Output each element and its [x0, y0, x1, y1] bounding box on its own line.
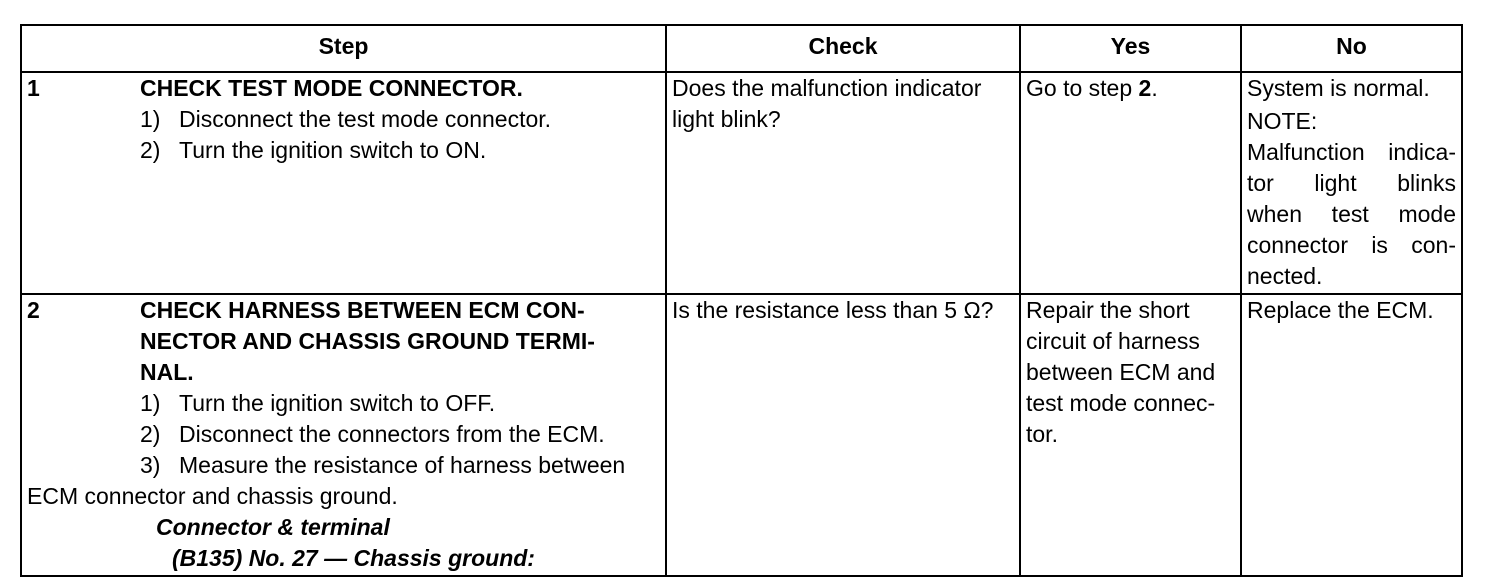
step-number: 1 [27, 75, 40, 101]
step-number: 2 [27, 297, 40, 323]
step-cell [21, 72, 666, 294]
yes-step-ref: 2 [1138, 75, 1152, 101]
instruction-text: Turn the ignition switch to ON. [179, 137, 487, 163]
instruction-item [140, 450, 660, 481]
note-label: NOTE: [1247, 108, 1318, 134]
yes-action [1026, 73, 1235, 104]
table-header-row [21, 25, 1462, 72]
instruction-text: Turn the ignition switch to OFF. [179, 390, 496, 416]
step-title-line: CHECK HARNESS BETWEEN ECM CON- [140, 297, 585, 323]
instruction-continuation: ECM connector and chassis ground. [27, 483, 398, 509]
instruction-number: 2) [140, 137, 161, 163]
connector-terminal-value: (B135) No. 27 — Chassis ground: [172, 545, 535, 571]
instruction-number: 2) [140, 421, 161, 447]
no-cell [1241, 72, 1462, 294]
instruction-item [140, 419, 660, 450]
no-cell [1241, 294, 1462, 576]
no-result: Replace the ECM. [1247, 297, 1434, 323]
header-yes: Yes [1020, 25, 1241, 72]
diagnostic-table [20, 24, 1463, 577]
yes-line: circuit of harness [1026, 328, 1200, 354]
instruction-item [140, 388, 660, 419]
instruction-number: 3) [140, 452, 161, 478]
step-title-line: NAL. [140, 359, 194, 385]
instruction-text: Disconnect the connectors from the ECM. [179, 421, 605, 447]
yes-line: test mode connec- [1026, 390, 1216, 416]
instruction-item [140, 104, 660, 135]
table-row [21, 294, 1462, 576]
note-line: tor light blinks [1247, 170, 1456, 196]
yes-cell [1020, 72, 1241, 294]
yes-line: Repair the short [1026, 297, 1190, 323]
check-cell [666, 72, 1020, 294]
connector-terminal-title: Connector & terminal [156, 514, 390, 540]
yes-line: tor. [1026, 421, 1058, 447]
header-check: Check [666, 25, 1020, 72]
no-result: System is normal. [1247, 75, 1430, 101]
table-row [21, 72, 1462, 294]
check-question: Does the malfunction indicator light blink? [672, 75, 982, 132]
yes-prefix: Go to step [1026, 75, 1139, 101]
note-line: nected. [1247, 263, 1323, 289]
check-cell [666, 294, 1020, 576]
note-line: when test mode [1247, 201, 1456, 227]
step-title: CHECK TEST MODE CONNECTOR. [140, 75, 523, 101]
note-line: connector is con- [1247, 232, 1456, 258]
step-cell [21, 294, 666, 576]
yes-suffix: . [1151, 75, 1158, 101]
note-line: Malfunction indica- [1247, 139, 1456, 165]
instruction-item [140, 135, 660, 166]
yes-line: between ECM and [1026, 359, 1216, 385]
header-step: Step [21, 25, 666, 72]
check-question: Is the resistance less than 5 Ω? [672, 297, 994, 323]
header-no: No [1241, 25, 1462, 72]
instruction-text: Disconnect the test mode connector. [179, 106, 552, 132]
step-title-line: NECTOR AND CHASSIS GROUND TERMI- [140, 328, 595, 354]
instruction-number: 1) [140, 106, 161, 132]
yes-cell [1020, 294, 1241, 576]
instruction-number: 1) [140, 390, 161, 416]
instruction-text: Measure the resistance of harness between [179, 452, 626, 478]
